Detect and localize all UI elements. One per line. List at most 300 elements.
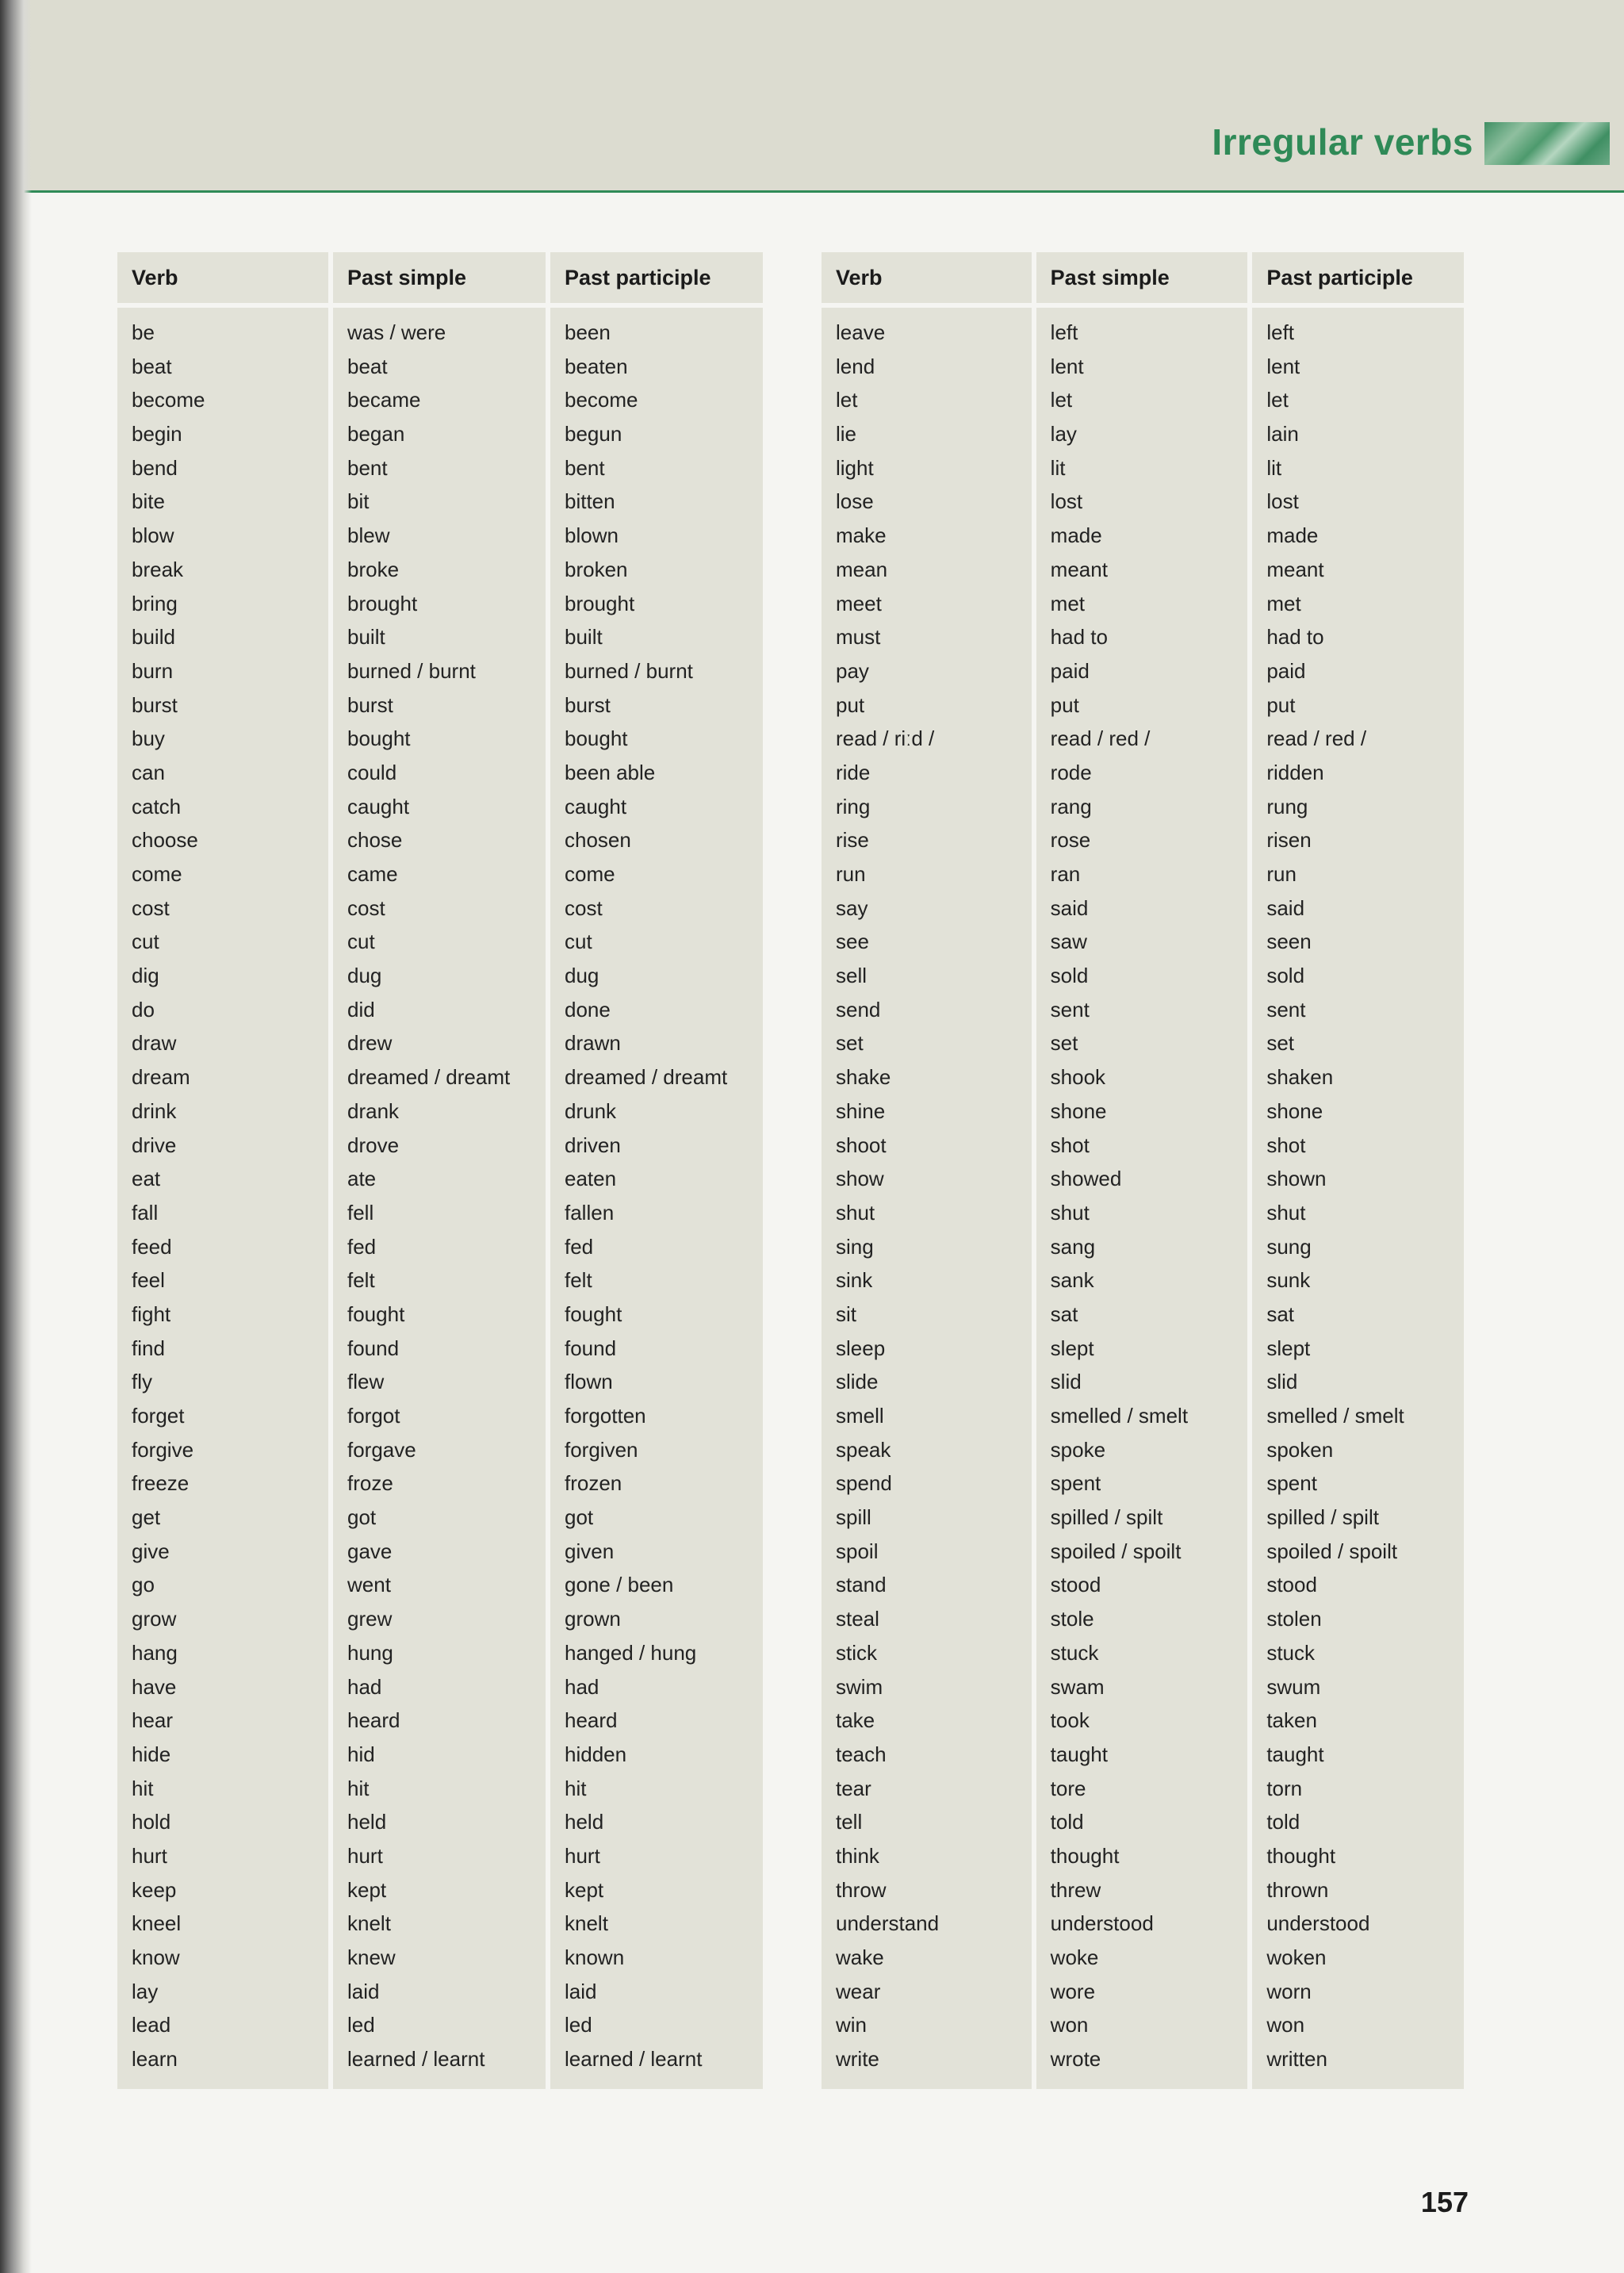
table-cell: fight (132, 1301, 171, 1326)
past-participle-column (550, 308, 763, 2089)
table-cell: smelled / smelt (1266, 1404, 1404, 1428)
table-cell: pay (836, 658, 869, 683)
table-cell: teach (836, 1742, 887, 1766)
table-cell: sang (1050, 1234, 1096, 1259)
table-cell: drew (347, 1031, 393, 1056)
table-cell: forgiven (565, 1437, 638, 1462)
table-cell: spilled / spilt (1050, 1505, 1163, 1530)
table-cell: lost (1050, 489, 1083, 514)
table-cell: dreamed / dreamt (565, 1065, 728, 1090)
table-cell: feel (132, 1268, 165, 1293)
table-cell: bend (132, 455, 178, 480)
table-cell: lead (132, 2013, 171, 2037)
page-number: 157 (1420, 2186, 1469, 2218)
table-cell: come (132, 862, 182, 886)
table-cell: ring (836, 794, 871, 818)
title-decoration-image (1484, 122, 1610, 165)
table-cell: flew (347, 1370, 385, 1394)
table-cell: write (836, 2047, 879, 2072)
table-cell: bent (347, 455, 388, 480)
table-cell: cut (347, 930, 375, 954)
table-cell: threw (1050, 1877, 1101, 1902)
table-cell: wore (1050, 1979, 1096, 2003)
table-cell: throw (836, 1877, 887, 1902)
table-cell: shut (836, 1200, 875, 1225)
table-cell: make (836, 523, 887, 548)
table-cell: blew (347, 523, 390, 548)
table-cell: dug (347, 964, 382, 988)
table-cell: shake (836, 1065, 891, 1090)
table-cell: brought (347, 591, 418, 615)
table-cell: won (1266, 2013, 1305, 2037)
table-cell: rise (836, 828, 869, 853)
table-cell: sent (1266, 997, 1306, 1022)
table-cell: understood (1266, 1911, 1370, 1936)
table-cell: kept (347, 1877, 387, 1902)
table-cell: read / riːd / (836, 726, 935, 751)
table-cell: slid (1050, 1370, 1082, 1394)
table-cell: bitten (565, 489, 615, 514)
table-cell: understood (1050, 1911, 1154, 1936)
table-cell: say (836, 895, 868, 920)
table-cell: stand (836, 1573, 887, 1597)
table-cell: put (836, 692, 865, 717)
table-cell: stuck (1050, 1640, 1099, 1665)
table-cell: keep (132, 1877, 177, 1902)
table-cell: be (132, 320, 155, 344)
table-cell: fly (132, 1370, 152, 1394)
table-cell: hid (347, 1742, 375, 1766)
table-cell: flown (565, 1370, 613, 1394)
table-cell: blow (132, 523, 174, 548)
table-cell: hung (347, 1640, 393, 1665)
table-cell: woke (1050, 1945, 1099, 1969)
table-cell: given (565, 1539, 615, 1563)
table-cell: hold (132, 1810, 171, 1834)
table-cell: must (836, 625, 881, 650)
table-cell: risen (1266, 828, 1312, 853)
table-cell: hang (132, 1640, 178, 1665)
table-cell: led (347, 2013, 375, 2037)
table-cell: told (1266, 1810, 1300, 1834)
table-cell: bite (132, 489, 165, 514)
header-past-simple: Past simple (333, 252, 546, 303)
table-cell: caught (347, 794, 410, 818)
verb-table-right (822, 252, 1469, 2089)
table-cell: fed (565, 1234, 594, 1259)
table-cell: swam (1050, 1674, 1105, 1699)
table-cell: laid (347, 1979, 380, 2003)
table-cell: driven (565, 1133, 621, 1157)
table-cell: hurt (347, 1843, 383, 1868)
table-cell: lost (1266, 489, 1299, 514)
table-cell: heard (565, 1708, 618, 1733)
table-cell: shot (1266, 1133, 1306, 1157)
table-cell: run (1266, 862, 1297, 886)
table-cell: shone (1266, 1098, 1323, 1123)
table-cell: bent (565, 455, 605, 480)
table-cell: dream (132, 1065, 190, 1090)
table-cell: grow (132, 1607, 177, 1631)
table-cell: forgave (347, 1437, 416, 1462)
table-cell: sank (1050, 1268, 1094, 1293)
table-cell: cut (565, 930, 592, 954)
table-cell: spoil (836, 1539, 879, 1563)
table-cell: cost (347, 895, 385, 920)
table-cell: done (565, 997, 611, 1022)
table-cell: win (836, 2013, 868, 2037)
table-cell: ran (1050, 862, 1081, 886)
table-cell: tear (836, 1776, 871, 1800)
table-cell: fought (347, 1301, 405, 1326)
table-cell: stole (1050, 1607, 1094, 1631)
table-cell: sung (1266, 1234, 1312, 1259)
table-cell: showed (1050, 1167, 1122, 1191)
table-cell: burst (347, 692, 393, 717)
table-cell: wear (836, 1979, 881, 2003)
table-cell: left (1266, 320, 1295, 344)
table-cell: dug (565, 964, 599, 988)
table-cell: take (836, 1708, 875, 1733)
past-simple-column (333, 308, 546, 2089)
table-cell: became (347, 388, 421, 412)
table-cell: dreamed / dreamt (347, 1065, 511, 1090)
table-cell: torn (1266, 1776, 1303, 1800)
table-cell: got (565, 1505, 594, 1530)
table-cell: speak (836, 1437, 891, 1462)
table-cell: left (1050, 320, 1078, 344)
table-cell: fell (347, 1200, 374, 1225)
table-cell: paid (1266, 658, 1306, 683)
table-cell: blown (565, 523, 619, 548)
table-cell: kept (565, 1877, 604, 1902)
table-cell: get (132, 1505, 161, 1530)
table-cell: forgotten (565, 1404, 646, 1428)
table-cell: set (836, 1031, 864, 1056)
table-cell: smelled / smelt (1050, 1404, 1189, 1428)
table-cell: fought (565, 1301, 622, 1326)
table-cell: put (1050, 692, 1079, 717)
table-cell: gave (347, 1539, 393, 1563)
table-cell: stolen (1266, 1607, 1322, 1631)
table-cell: spoiled / spoilt (1266, 1539, 1398, 1563)
table-cell: shook (1050, 1065, 1106, 1090)
table-cell: spoken (1266, 1437, 1334, 1462)
table-cell: chose (347, 828, 403, 853)
table-cell: drawn (565, 1031, 621, 1056)
table-cell: drunk (565, 1098, 617, 1123)
table-cell: grown (565, 1607, 621, 1631)
table-cell: taught (1266, 1742, 1324, 1766)
table-cell: give (132, 1539, 170, 1563)
table-cell: read / red / (1050, 726, 1151, 751)
table-cell: burned / burnt (347, 658, 476, 683)
table-cell: freeze (132, 1471, 190, 1496)
table-cell: built (347, 625, 385, 650)
table-cell: bought (565, 726, 628, 751)
table-cell: lent (1266, 354, 1300, 378)
table-cell: lay (132, 1979, 159, 2003)
header-past-participle: Past participle (1252, 252, 1464, 303)
header-verb: Verb (117, 252, 328, 303)
table-cell: caught (565, 794, 627, 818)
table-cell: sold (1050, 964, 1089, 988)
table-cell: spend (836, 1471, 892, 1496)
table-cell: was / were (347, 320, 446, 344)
table-cell: led (565, 2013, 592, 2037)
table-cell: made (1050, 523, 1102, 548)
table-cell: dig (132, 964, 159, 988)
table-cell: stuck (1266, 1640, 1316, 1665)
table-cell: learned / learnt (347, 2047, 485, 2072)
table-cell: rose (1050, 828, 1091, 853)
table-cell: built (565, 625, 603, 650)
table-cell: rang (1050, 794, 1092, 818)
table-cell: forget (132, 1404, 185, 1428)
table-cell: lent (1050, 354, 1084, 378)
table-cell: stood (1050, 1573, 1101, 1597)
table-cell: mean (836, 557, 888, 581)
table-cell: burst (132, 692, 178, 717)
table-cell: felt (347, 1268, 375, 1293)
table-cell: do (132, 997, 155, 1022)
table-cell: become (132, 388, 205, 412)
table-cell: buy (132, 726, 165, 751)
table-cell: frozen (565, 1471, 622, 1496)
table-cell: thought (1050, 1843, 1120, 1868)
table-cell: feed (132, 1234, 172, 1259)
table-cell: told (1050, 1810, 1084, 1834)
table-cell: lend (836, 354, 875, 378)
table-cell: had (347, 1674, 382, 1699)
table-cell: eat (132, 1167, 161, 1191)
table-cell: drove (347, 1133, 400, 1157)
table-header (117, 252, 791, 303)
table-cell: bought (347, 726, 411, 751)
table-cell: catch (132, 794, 182, 818)
table-cell: burn (132, 658, 174, 683)
table-cell: saw (1050, 930, 1087, 954)
table-cell: knelt (565, 1911, 608, 1936)
table-cell: sat (1266, 1301, 1295, 1326)
table-cell: shown (1266, 1167, 1327, 1191)
verb-column (117, 308, 328, 2089)
table-cell: shoot (836, 1133, 887, 1157)
table-cell: grew (347, 1607, 393, 1631)
table-cell: held (565, 1810, 604, 1834)
table-cell: could (347, 760, 397, 784)
table-cell: wake (836, 1945, 884, 1969)
table-cell: broken (565, 557, 628, 581)
table-cell: let (1050, 388, 1073, 412)
table-cell: shone (1050, 1098, 1107, 1123)
header-rule (0, 190, 1624, 193)
table-cell: began (347, 422, 405, 447)
table-cell: kneel (132, 1911, 182, 1936)
table-cell: found (565, 1336, 617, 1360)
table-cell: wrote (1050, 2047, 1101, 2072)
table-cell: met (1266, 591, 1301, 615)
verb-table-left (117, 252, 791, 2089)
table-cell: choose (132, 828, 198, 853)
table-cell: come (565, 862, 615, 886)
table-cell: worn (1266, 1979, 1312, 2003)
table-cell: sunk (1266, 1268, 1311, 1293)
table-cell: came (347, 862, 398, 886)
table-cell: leave (836, 320, 886, 344)
table-cell: lose (836, 489, 874, 514)
table-cell: gone / been (565, 1573, 674, 1597)
table-cell: beat (347, 354, 388, 378)
table-cell: thrown (1266, 1877, 1329, 1902)
table-cell: lain (1266, 422, 1299, 447)
table-cell: become (565, 388, 638, 412)
table-cell: went (347, 1573, 391, 1597)
table-cell: spilled / spilt (1266, 1505, 1379, 1530)
table-cell: known (565, 1945, 625, 1969)
table-cell: slept (1050, 1336, 1094, 1360)
table-cell: let (1266, 388, 1289, 412)
table-cell: bring (132, 591, 178, 615)
table-cell: slept (1266, 1336, 1311, 1360)
table-cell: froze (347, 1471, 393, 1496)
table-cell: shot (1050, 1133, 1090, 1157)
header-past-participle: Past participle (550, 252, 763, 303)
table-cell: shut (1050, 1200, 1090, 1225)
table-cell: meant (1266, 557, 1324, 581)
table-cell: lay (1050, 422, 1077, 447)
table-cell: shine (836, 1098, 886, 1123)
table-cell: rung (1266, 794, 1308, 818)
table-cell: think (836, 1843, 879, 1868)
table-cell: set (1266, 1031, 1295, 1056)
table-cell: go (132, 1573, 155, 1597)
table-cell: drink (132, 1098, 177, 1123)
table-cell: brought (565, 591, 635, 615)
table-cell: begin (132, 422, 182, 447)
table-cell: steal (836, 1607, 879, 1631)
table-cell: swum (1266, 1674, 1321, 1699)
table-cell: been able (565, 760, 656, 784)
table-cell: burned / burnt (565, 658, 693, 683)
table-cell: hurt (132, 1843, 167, 1868)
table-cell: drank (347, 1098, 400, 1123)
table-cell: had to (1266, 625, 1324, 650)
table-cell: heard (347, 1708, 400, 1733)
table-cell: cost (132, 895, 170, 920)
table-cell: taught (1050, 1742, 1108, 1766)
table-cell: laid (565, 1979, 597, 2003)
table-cell: stick (836, 1640, 877, 1665)
table-cell: ate (347, 1167, 377, 1191)
table-cell: know (132, 1945, 180, 1969)
table-cell: had (565, 1674, 599, 1699)
table-cell: slide (836, 1370, 879, 1394)
table-cell: said (1266, 895, 1305, 920)
table-cell: taken (1266, 1708, 1317, 1733)
table-cell: woken (1266, 1945, 1327, 1969)
table-cell: paid (1050, 658, 1090, 683)
table-cell: fed (347, 1234, 377, 1259)
table-cell: draw (132, 1031, 177, 1056)
table-cell: drive (132, 1133, 177, 1157)
table-cell: find (132, 1336, 165, 1360)
table-cell: lit (1266, 455, 1282, 480)
table-cell: fall (132, 1200, 159, 1225)
table-cell: sell (836, 964, 868, 988)
table-cell: ridden (1266, 760, 1324, 784)
verb-column (822, 308, 1032, 2089)
table-cell: written (1266, 2047, 1327, 2072)
table-cell: read / red / (1266, 726, 1367, 751)
header-verb: Verb (822, 252, 1032, 303)
table-cell: spoiled / spoilt (1050, 1539, 1182, 1563)
table-cell: sink (836, 1268, 873, 1293)
table-cell: sent (1050, 997, 1090, 1022)
table-cell: made (1266, 523, 1319, 548)
table-cell: forgot (347, 1404, 400, 1428)
table-cell: shut (1266, 1200, 1306, 1225)
table-cell: hit (565, 1776, 587, 1800)
table-cell: knelt (347, 1911, 391, 1936)
table-cell: learn (132, 2047, 178, 2072)
table-cell: send (836, 997, 881, 1022)
table-cell: took (1050, 1708, 1090, 1733)
table-cell: show (836, 1167, 884, 1191)
table-cell: set (1050, 1031, 1078, 1056)
table-cell: hit (347, 1776, 370, 1800)
table-cell: break (132, 557, 184, 581)
table-cell: lie (836, 422, 857, 447)
table-cell: beat (132, 354, 172, 378)
book-spine-shadow (0, 0, 32, 2273)
table-cell: spill (836, 1505, 871, 1530)
table-cell: won (1050, 2013, 1089, 2037)
table-cell: spoke (1050, 1437, 1106, 1462)
table-cell: see (836, 930, 869, 954)
table-cell: burst (565, 692, 611, 717)
table-cell: knew (347, 1945, 396, 1969)
table-cell: hit (132, 1776, 154, 1800)
table-cell: understand (836, 1911, 940, 1936)
table-cell: hidden (565, 1742, 627, 1766)
table-cell: hide (132, 1742, 171, 1766)
table-cell: felt (565, 1268, 592, 1293)
table-cell: thought (1266, 1843, 1336, 1868)
table-cell: tell (836, 1810, 863, 1834)
table-cell: light (836, 455, 874, 480)
table-cell: eaten (565, 1167, 617, 1191)
table-cell: shaken (1266, 1065, 1334, 1090)
table-cell: sat (1050, 1301, 1078, 1326)
table-cell: met (1050, 591, 1086, 615)
table-cell: hear (132, 1708, 174, 1733)
table-cell: spent (1266, 1471, 1317, 1496)
table-cell: build (132, 625, 175, 650)
table-cell: run (836, 862, 866, 886)
table-cell: hurt (565, 1843, 600, 1868)
table-cell: said (1050, 895, 1089, 920)
table-cell: hanged / hung (565, 1640, 697, 1665)
table-cell: have (132, 1674, 177, 1699)
table-cell: can (132, 760, 165, 784)
table-cell: slid (1266, 1370, 1298, 1394)
table-cell: chosen (565, 828, 631, 853)
table-cell: did (347, 997, 375, 1022)
table-cell: been (565, 320, 611, 344)
past-participle-column (1252, 308, 1464, 2089)
table-cell: meant (1050, 557, 1108, 581)
